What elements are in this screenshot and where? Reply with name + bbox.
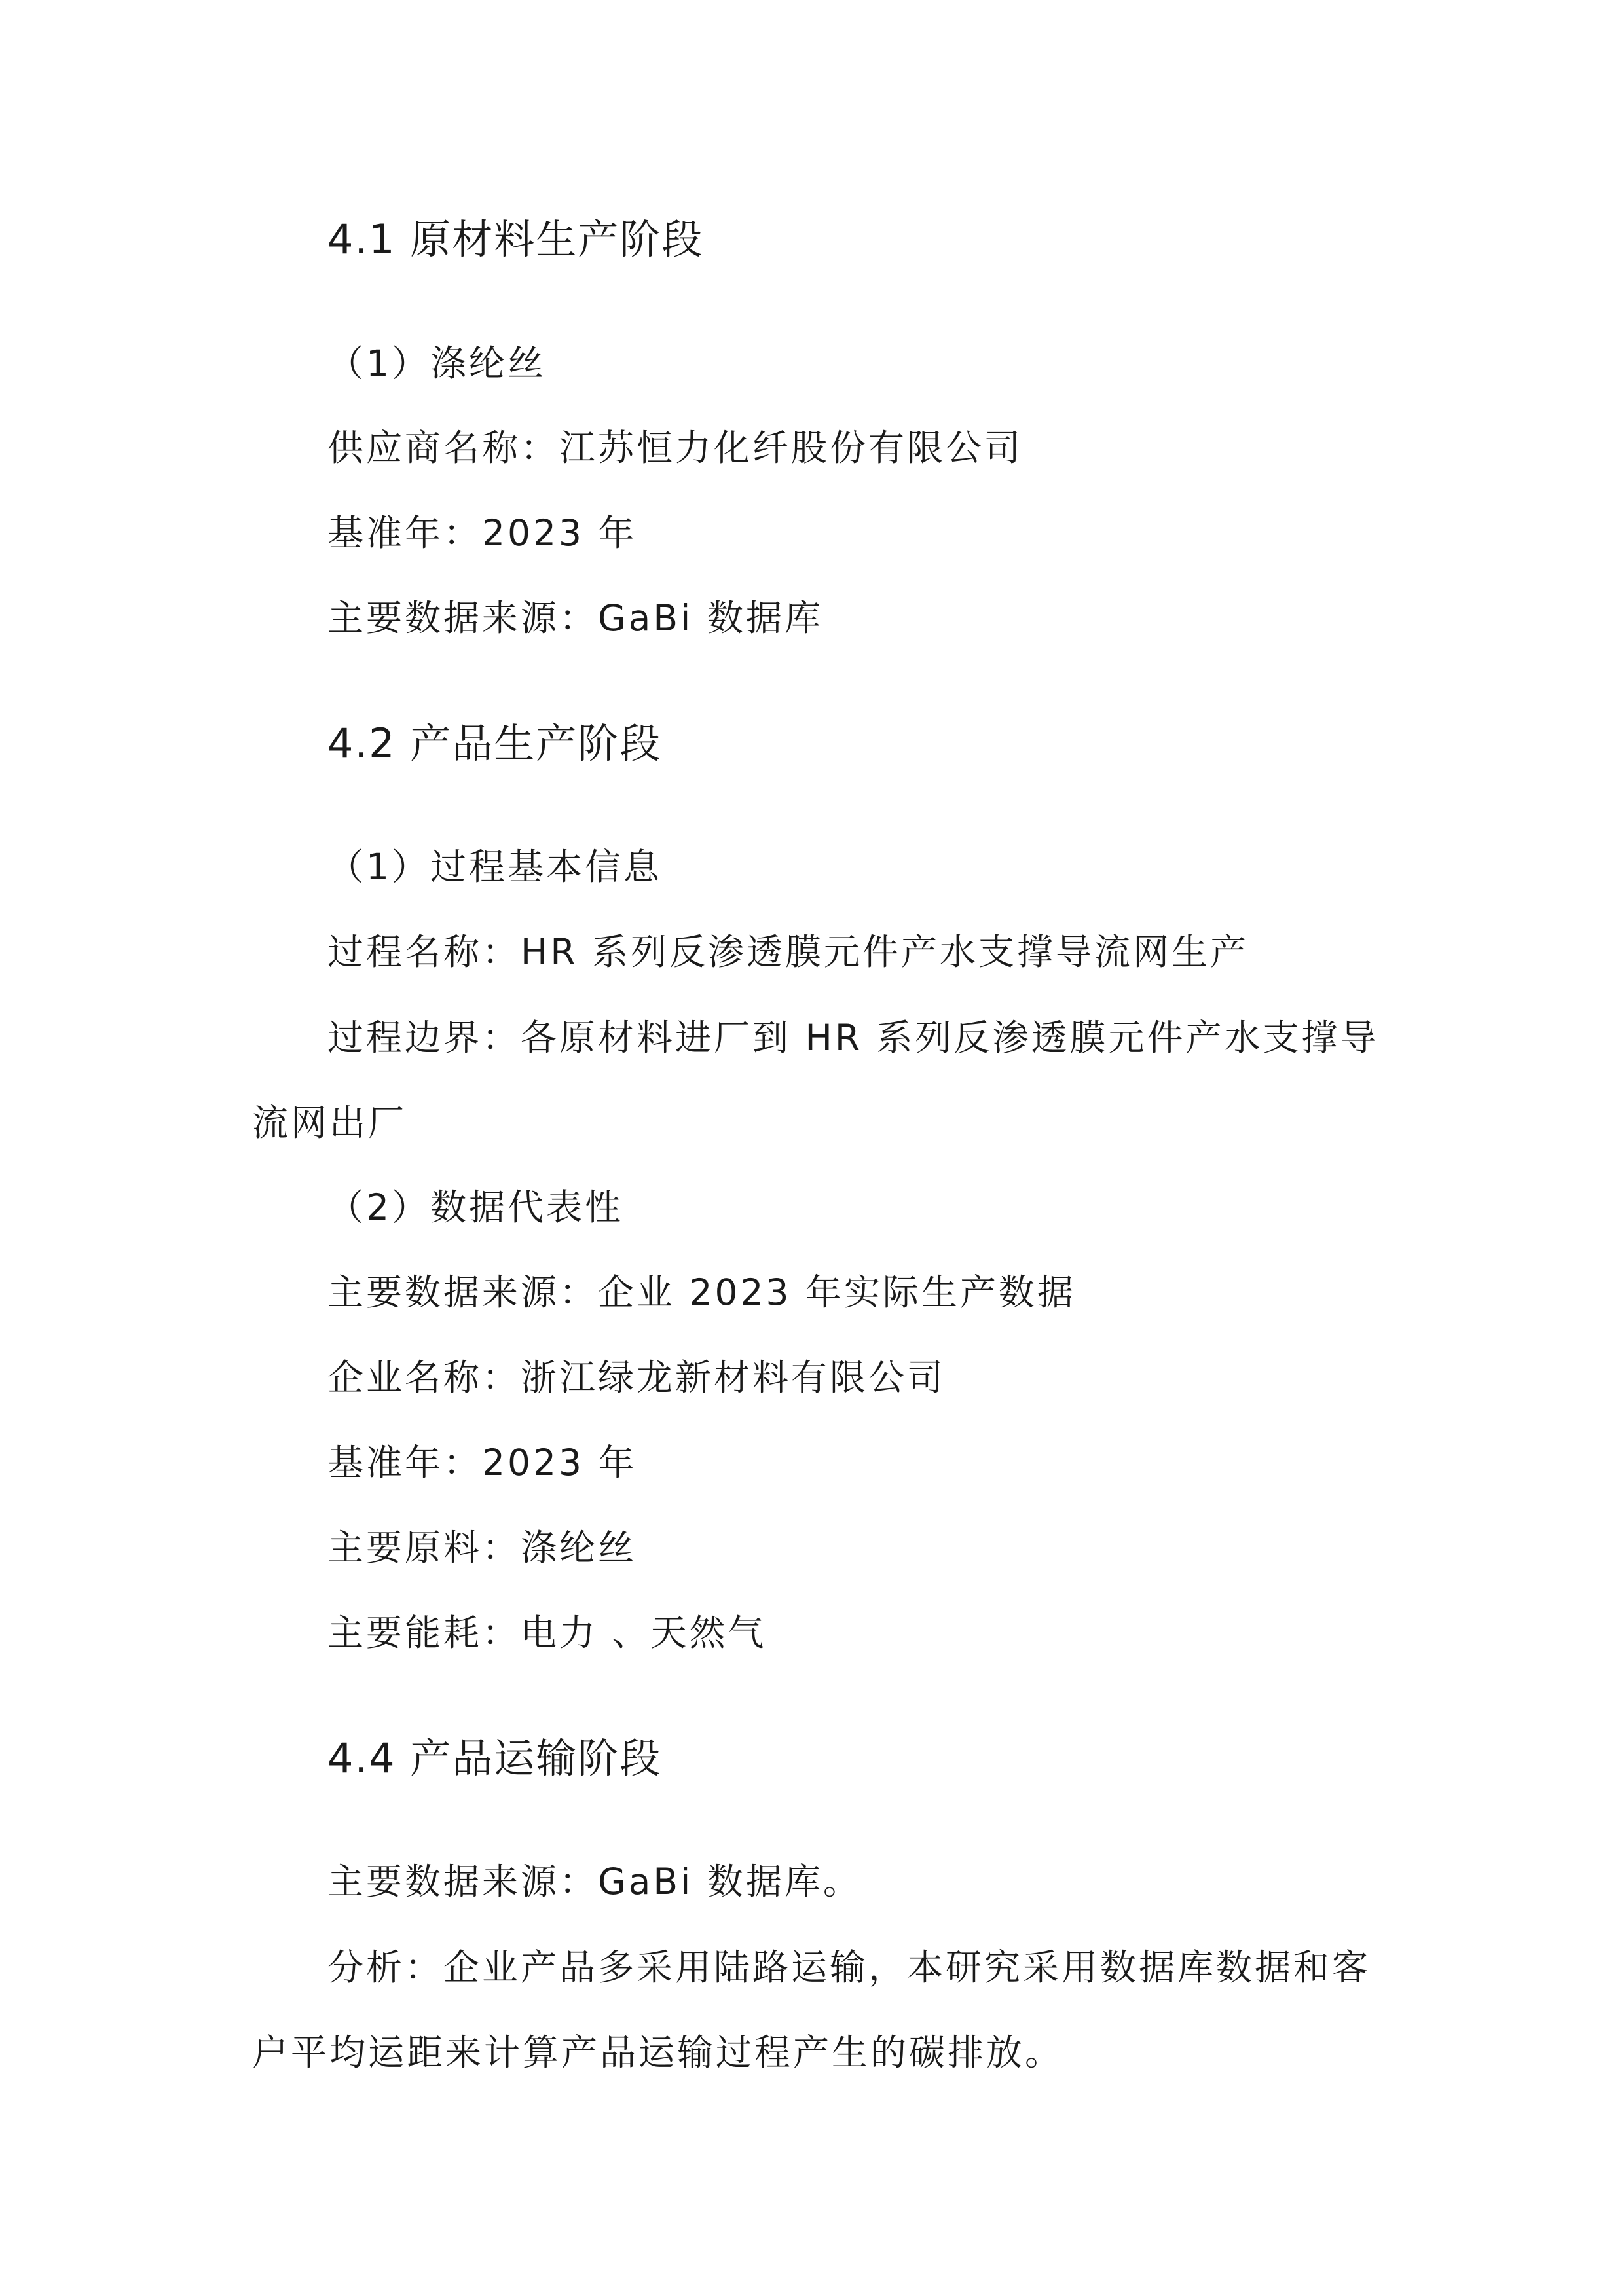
item-title-data-representativeness: （2）数据代表性 bbox=[327, 1186, 623, 1228]
section-heading-4-2: 4.2 产品生产阶段 bbox=[327, 720, 662, 767]
company-name-line: 企业名称：浙江绿龙新材料有限公司 bbox=[327, 1357, 946, 1398]
base-year-line: 基准年：2023 年 bbox=[327, 1442, 637, 1484]
section-heading-4-1: 4.1 原材料生产阶段 bbox=[327, 215, 704, 263]
supplier-name-line: 供应商名称：江苏恒力化纤股份有限公司 bbox=[327, 427, 1024, 469]
data-source-line: 主要数据来源：GaBi 数据库。 bbox=[327, 1861, 862, 1903]
process-name-line: 过程名称：HR 系列反渗透膜元件产水支撑导流网生产 bbox=[327, 931, 1249, 973]
data-source-line: 主要数据来源：GaBi 数据库 bbox=[327, 597, 823, 639]
section-heading-4-4: 4.4 产品运输阶段 bbox=[327, 1734, 662, 1782]
item-title-polyester-yarn: （1）涤纶丝 bbox=[327, 342, 546, 384]
energy-consumption-line: 主要能耗：电力 、天然气 bbox=[327, 1612, 767, 1654]
process-boundary-paragraph: 过程边界：各原材料进厂到 HR 系列反渗透膜元件产水支撑导流网出厂 bbox=[252, 1017, 1379, 1144]
base-year-line: 基准年：2023 年 bbox=[327, 512, 637, 554]
raw-material-line: 主要原料：涤纶丝 bbox=[327, 1527, 637, 1569]
item-title-process-info: （1）过程基本信息 bbox=[327, 846, 662, 888]
analysis-paragraph: 分析：企业产品多采用陆路运输，本研究采用数据库数据和客户平均运距来计算产品运输过程产生的碳排放。 bbox=[252, 1946, 1371, 2073]
data-source-line: 主要数据来源：企业 2023 年实际生产数据 bbox=[327, 1271, 1076, 1313]
